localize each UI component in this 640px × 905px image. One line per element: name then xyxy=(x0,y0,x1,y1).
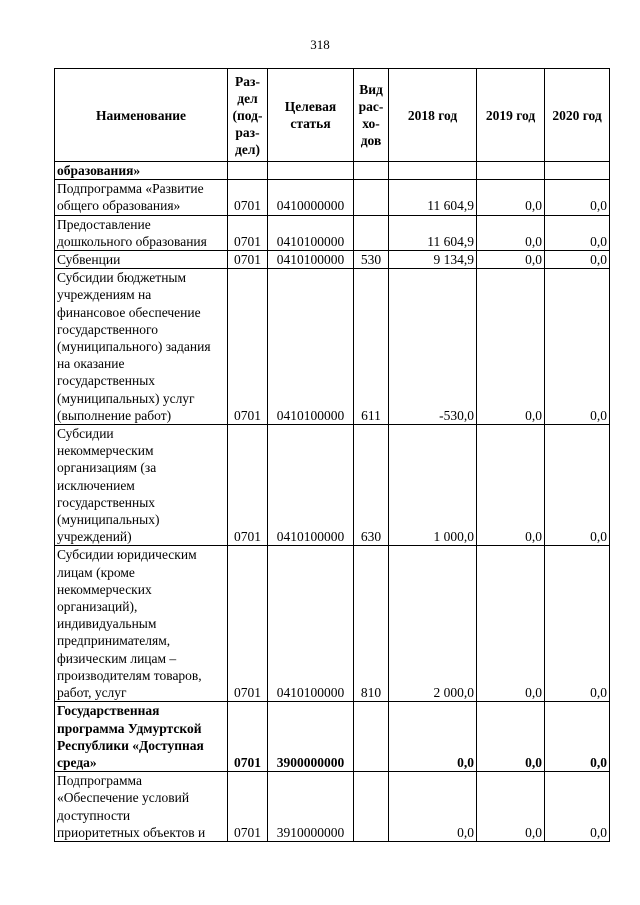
row-name: Субвенции xyxy=(55,251,228,269)
target-article: 0410000000 xyxy=(268,180,354,215)
section-code: 0701 xyxy=(228,546,268,702)
header-year-2020: 2020 год xyxy=(545,69,610,162)
expense-type xyxy=(354,180,389,215)
section-code: 0701 xyxy=(228,425,268,546)
expense-type: 611 xyxy=(354,269,389,425)
amount-2019: 0,0 xyxy=(477,251,545,269)
amount-2020: 0,0 xyxy=(545,772,610,842)
target-article: 0410100000 xyxy=(268,215,354,250)
expense-type: 530 xyxy=(354,251,389,269)
amount-2018: -530,0 xyxy=(389,269,477,425)
expense-type: 630 xyxy=(354,425,389,546)
amount-2019: 0,0 xyxy=(477,215,545,250)
amount-2019: 0,0 xyxy=(477,180,545,215)
expense-type xyxy=(354,702,389,772)
table-cell xyxy=(545,162,610,180)
table-row xyxy=(55,180,610,215)
amount-2020: 0,0 xyxy=(545,425,610,546)
budget-table xyxy=(54,68,610,842)
row-name: Субсидии юридическим лицам (кроме некоммерческих организаций), индивидуальным предпринимателям, физическим лицам – производителям товаров, работ, услуг xyxy=(55,546,228,702)
expense-type xyxy=(354,772,389,842)
amount-2019: 0,0 xyxy=(477,269,545,425)
header-year-2019: 2019 год xyxy=(477,69,545,162)
amount-2019: 0,0 xyxy=(477,425,545,546)
target-article: 3910000000 xyxy=(268,772,354,842)
target-article: 0410100000 xyxy=(268,269,354,425)
table-row xyxy=(55,702,610,772)
header-year-2018: 2018 год xyxy=(389,69,477,162)
continuation-row xyxy=(55,162,610,180)
amount-2018: 11 604,9 xyxy=(389,215,477,250)
target-article: 0410100000 xyxy=(268,546,354,702)
row-name: Субсидии бюджетным учреждениям на финансовое обеспечение государственного (муниципального) задания на оказание государственных (муниципальных) услуг (выполнение работ) xyxy=(55,269,228,425)
header-target: Целевая статья xyxy=(268,69,354,162)
amount-2020: 0,0 xyxy=(545,546,610,702)
header-name: Наименование xyxy=(55,69,228,162)
table-row xyxy=(55,772,610,842)
amount-2020: 0,0 xyxy=(545,269,610,425)
amount-2018: 0,0 xyxy=(389,772,477,842)
section-code: 0701 xyxy=(228,269,268,425)
amount-2018: 0,0 xyxy=(389,702,477,772)
header-row xyxy=(55,69,610,162)
row-name: Субсидии некоммерческим организациям (за исключением государственных (муниципальных) учреждений) xyxy=(55,425,228,546)
amount-2020: 0,0 xyxy=(545,215,610,250)
table-cell xyxy=(477,162,545,180)
target-article: 3900000000 xyxy=(268,702,354,772)
continuation-text: образования» xyxy=(55,162,228,180)
amount-2018: 9 134,9 xyxy=(389,251,477,269)
table-row xyxy=(55,251,610,269)
table-row xyxy=(55,425,610,546)
amount-2019: 0,0 xyxy=(477,546,545,702)
section-code: 0701 xyxy=(228,180,268,215)
amount-2020: 0,0 xyxy=(545,702,610,772)
header-expense-type: Вид рас- хо- дов xyxy=(354,69,389,162)
section-code: 0701 xyxy=(228,702,268,772)
section-code: 0701 xyxy=(228,251,268,269)
page-number: 318 xyxy=(310,37,330,52)
table-row xyxy=(55,546,610,702)
section-code: 0701 xyxy=(228,215,268,250)
table-cell xyxy=(354,162,389,180)
header-section: Раз- дел (под- раз- дел) xyxy=(228,69,268,162)
expense-type xyxy=(354,215,389,250)
amount-2018: 1 000,0 xyxy=(389,425,477,546)
row-name: Государственная программа Удмуртской Республики «Доступная среда» xyxy=(55,702,228,772)
table-cell xyxy=(389,162,477,180)
target-article: 0410100000 xyxy=(268,251,354,269)
row-name: Предоставление дошкольного образования xyxy=(55,215,228,250)
amount-2019: 0,0 xyxy=(477,772,545,842)
table-cell xyxy=(228,162,268,180)
expense-type: 810 xyxy=(354,546,389,702)
row-name: Подпрограмма «Обеспечение условий доступности приоритетных объектов и xyxy=(55,772,228,842)
section-code: 0701 xyxy=(228,772,268,842)
amount-2018: 2 000,0 xyxy=(389,546,477,702)
row-name: Подпрограмма «Развитие общего образования» xyxy=(55,180,228,215)
amount-2019: 0,0 xyxy=(477,702,545,772)
table-row xyxy=(55,215,610,250)
amount-2020: 0,0 xyxy=(545,251,610,269)
table-cell xyxy=(268,162,354,180)
amount-2018: 11 604,9 xyxy=(389,180,477,215)
amount-2020: 0,0 xyxy=(545,180,610,215)
target-article: 0410100000 xyxy=(268,425,354,546)
table-row xyxy=(55,269,610,425)
